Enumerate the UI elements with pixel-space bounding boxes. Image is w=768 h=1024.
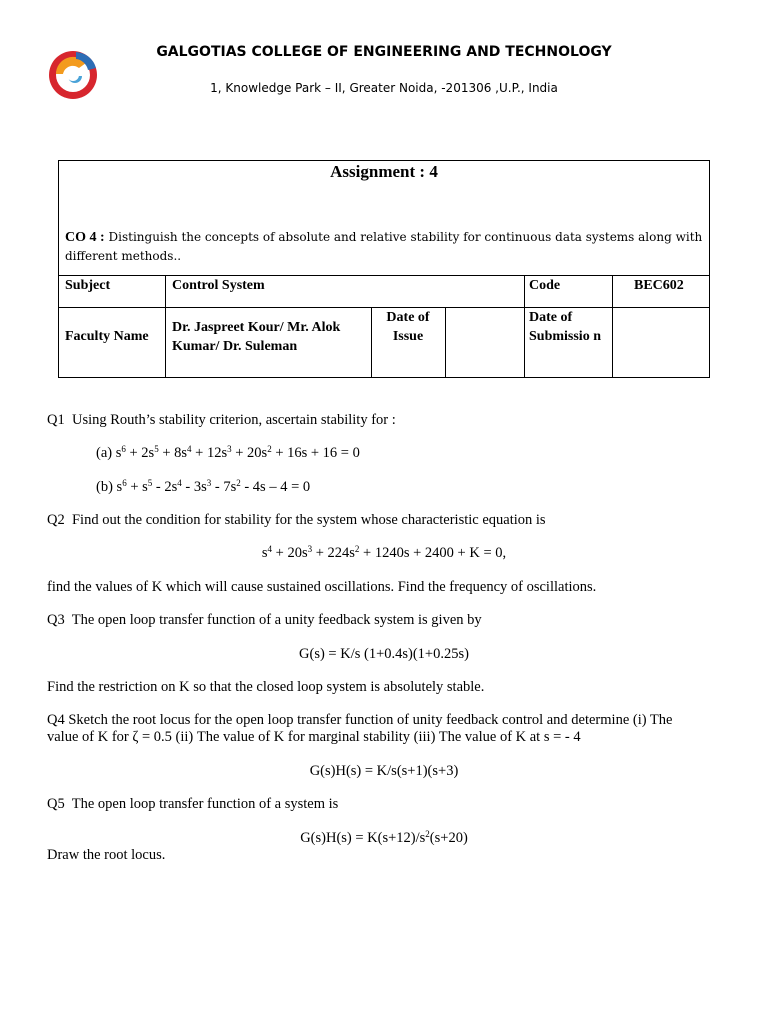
- exponent: 2: [267, 444, 272, 454]
- exponent: 4: [187, 444, 192, 454]
- subject-label: Subject: [65, 278, 111, 293]
- faculty-label: Faculty Name: [65, 329, 149, 344]
- question-3-followup: Find the restriction on K so that the closed loop system is absolutely stable.: [47, 679, 485, 695]
- question-5-equation: $G(s)H(s) = K(s+12)/s^2(s+20)$: [300, 829, 468, 846]
- question-5-followup: Draw the root locus.: [47, 847, 166, 863]
- date-of-issue-label: Date of Issue: [386, 310, 430, 344]
- course-outcome-text: Distinguish the concepts of absolute and relative stability for continuous data systems along with different methods..: [65, 230, 703, 263]
- question-text: Using Routh’s stability criterion, ascertain stability for :: [71, 412, 396, 428]
- college-name: GALGOTIAS COLLEGE OF ENGINEERING AND TECHNOLOGY: [156, 44, 612, 60]
- course-outcome-label: CO 4 :: [65, 230, 105, 245]
- question-2: [47, 512, 546, 529]
- question-number: Q4: [47, 712, 65, 728]
- exponent: 3: [227, 444, 232, 454]
- question-number: Q1: [47, 412, 65, 428]
- question-number: Q3: [47, 612, 65, 628]
- question-2-followup: find the values of K which will cause sustained oscillations. Find the frequency of oscillations.: [47, 579, 597, 595]
- question-3-equation: G(s) = K/s (1+0.4s)(1+0.25s): [299, 646, 469, 662]
- question-4-equation: G(s)H(s) = K/s(s+1)(s+3): [309, 763, 459, 779]
- exponent: 5: [147, 478, 153, 488]
- question-4: [47, 712, 672, 729]
- question-3: [47, 612, 482, 629]
- question-5: [47, 796, 338, 813]
- exponent: 2: [425, 829, 430, 839]
- question-number: Q2: [47, 512, 65, 528]
- question-4-line-2: value of K for ζ = 0.5 (ii) The value of K for marginal stability (iii) The value of K at s = - 4: [47, 729, 581, 745]
- college-address: 1, Knowledge Park – II, Greater Noida, -201306 ,U.P., India: [210, 81, 558, 95]
- exponent: 4: [177, 478, 182, 488]
- code-value: BEC602: [634, 278, 684, 293]
- assignment-title: Assignment : 4: [330, 162, 438, 181]
- question-text: The open loop transfer function of a system is: [71, 796, 339, 812]
- question-number: Q5: [47, 796, 65, 812]
- exponent: 2: [236, 478, 241, 488]
- exponent: 3: [206, 478, 212, 488]
- faculty-value: Dr. Jaspreet Kour/ Mr. Alok Kumar/ Dr. Suleman: [172, 320, 341, 354]
- question-1: [47, 412, 396, 429]
- assignment-info-box: [58, 160, 710, 378]
- code-label: Code: [529, 278, 561, 293]
- date-of-submission-label: Date of Submissio n: [529, 310, 601, 344]
- question-text: Sketch the root locus for the open loop transfer function of unity feedback control and determine (i) The: [68, 712, 673, 728]
- exponent: 3: [307, 544, 313, 554]
- course-outcome: [65, 228, 703, 265]
- question-text: The open loop transfer function of a unity feedback system is given by: [71, 612, 482, 628]
- question-text: Find out the condition for stability for the system whose characteristic equation is: [71, 512, 546, 528]
- exponent: 6: [121, 444, 126, 454]
- question-2-equation: $s^4 + 20s^3 + 224s^2 + 1240s + 2400 + K = 0$,: [261, 544, 507, 561]
- exponent: 6: [122, 478, 127, 488]
- exponent: 4: [267, 544, 273, 554]
- question-1a-equation: (a) $s^6 + 2s^5 + 8s^4 + 12s^3 + 20s^2 + 16s + 16 = 0$: [96, 444, 360, 461]
- subject-value: Control System: [172, 278, 265, 293]
- exponent: 5: [154, 444, 159, 454]
- exponent: 2: [354, 544, 360, 554]
- question-1b-equation: (b) $s^6 + s^5 - 2s^4 - 3s^3 - 7s^2 - 4s - 4 = 0$: [96, 478, 311, 495]
